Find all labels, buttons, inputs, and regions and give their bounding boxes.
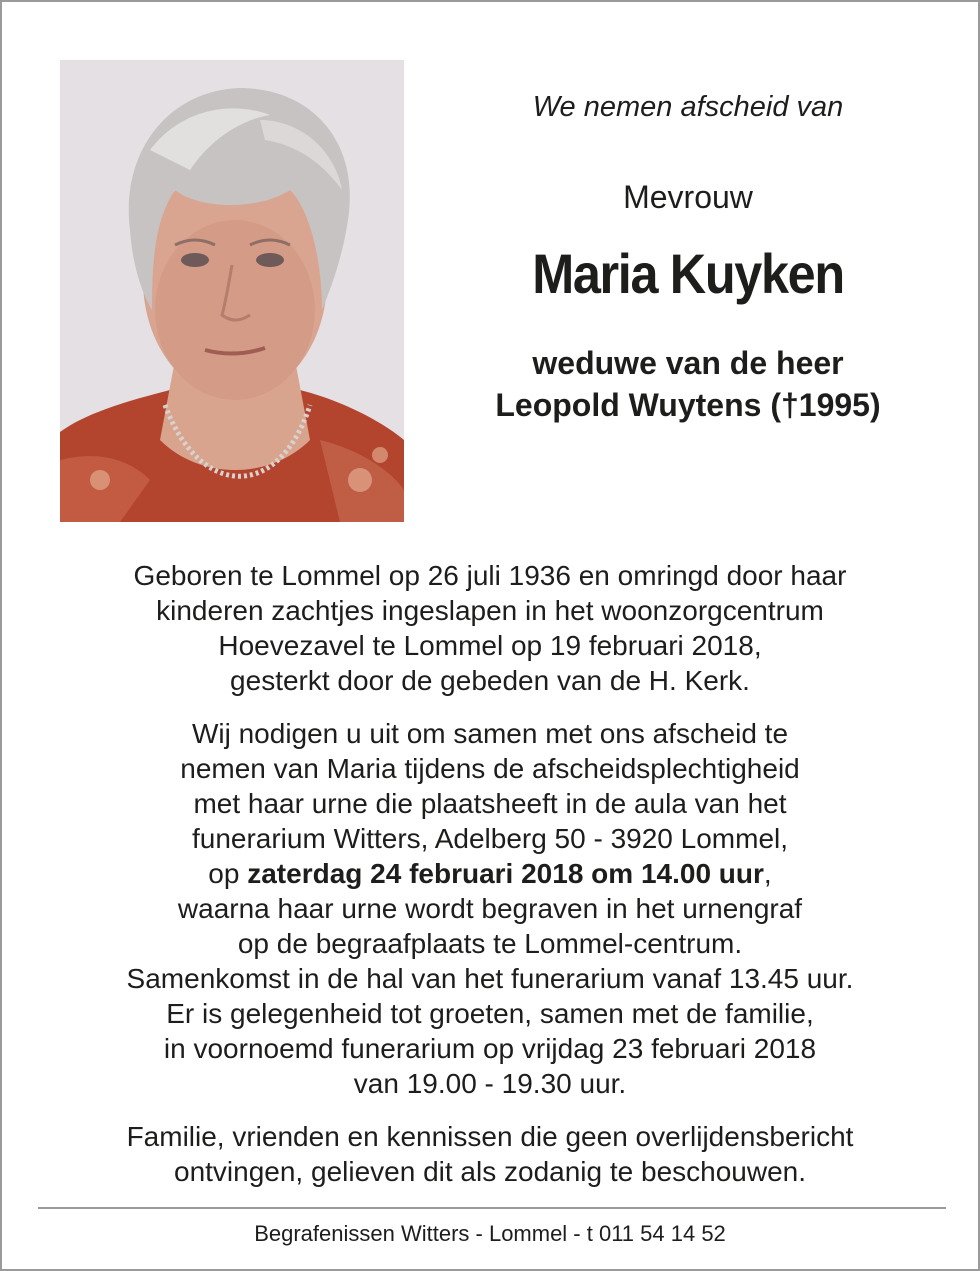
- text-line: van 19.00 - 19.30 uur.: [353, 1068, 627, 1099]
- funeral-home-footer: Begrafenissen Witters - Lommel - t 011 54 14 52: [254, 1221, 726, 1246]
- header-block: [434, 84, 942, 426]
- invitation-paragraph: [42, 716, 938, 1101]
- deceased-name: Maria Kuyken: [532, 242, 844, 305]
- text-line: Er is gelegenheid tot groeten, samen met de familie,: [166, 998, 814, 1029]
- text-line: Familie, vrienden en kennissen die geen overlijdensbericht: [126, 1121, 854, 1152]
- notice-body: [42, 558, 938, 1189]
- text-line: in voornoemd funerarium op vrijdag 23 februari 2018: [163, 1033, 817, 1064]
- spouse-info: [434, 342, 942, 426]
- title-word: Mevrouw: [623, 179, 753, 215]
- birth-paragraph: [42, 558, 938, 698]
- spouse-line-1: weduwe van de heer: [532, 345, 844, 381]
- text-line: met haar urne die plaatsheeft in de aula van het: [193, 788, 787, 819]
- text-line: ontvingen, gelieven dit als zodanig te beschouwen.: [174, 1156, 806, 1187]
- text-line: Wij nodigen u uit om samen met ons afscheid te: [191, 718, 789, 749]
- text-line: funerarium Witters, Adelberg 50 - 3920 Lommel,: [191, 823, 789, 854]
- intro-text: We nemen afscheid van: [532, 91, 844, 123]
- date-suffix: ,: [763, 858, 772, 889]
- portrait-photo: [60, 60, 404, 522]
- text-line: Geboren te Lommel op 26 juli 1936 en omringd door haar: [133, 560, 847, 591]
- text-line: kinderen zachtjes ingeslapen in het woonzorgcentrum: [156, 595, 824, 626]
- text-line: Samenkomst in de hal van het funerarium vanaf 13.45 uur.: [126, 963, 854, 994]
- text-line: op de begraafplaats te Lommel-centrum.: [237, 928, 743, 959]
- text-line: waarna haar urne wordt begraven in het urnengraf: [177, 893, 803, 924]
- date-prefix: op: [208, 858, 248, 889]
- ceremony-date: zaterdag 24 februari 2018 om 14.00 uur: [247, 858, 764, 889]
- text-line: gesterkt door de gebeden van de H. Kerk.: [230, 665, 750, 696]
- text-line: nemen van Maria tijdens de afscheidsplechtigheid: [180, 753, 800, 784]
- spouse-line-2: Leopold Wuytens (†1995): [495, 387, 881, 423]
- closing-paragraph: [42, 1119, 938, 1189]
- footer-divider: [38, 1207, 946, 1209]
- text-line: Hoevezavel te Lommel op 19 februari 2018,: [218, 630, 762, 661]
